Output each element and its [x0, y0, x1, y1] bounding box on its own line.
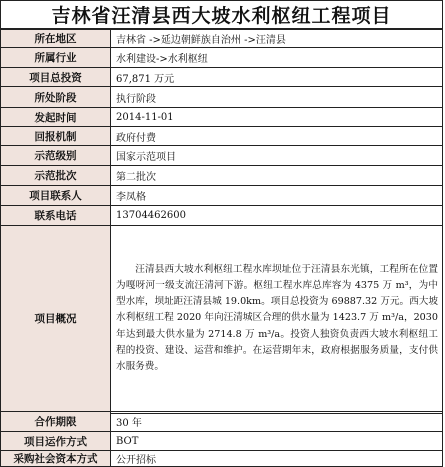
- row-value-total-investment: 67,871 万元: [111, 68, 443, 87]
- table-row: [1, 166, 443, 186]
- row-label-contact-person: 项目联系人: [1, 186, 111, 206]
- row-label-phone: 联系电话: [1, 206, 111, 226]
- row-label-demo-batch: 示范批次: [1, 166, 111, 186]
- page-title: 吉林省汪清县西大坡水利枢纽工程项目: [0, 0, 443, 29]
- row-value-stage: 执行阶段: [111, 87, 443, 108]
- row-label-overview: 项目概况: [1, 226, 111, 412]
- table-row: [1, 30, 443, 48]
- row-label-start-date: 发起时间: [1, 108, 111, 127]
- row-value-return-mechanism: 政府付费: [111, 127, 443, 146]
- table-row: [1, 48, 443, 68]
- table-row: [1, 432, 443, 451]
- table-row: [1, 127, 443, 146]
- table-row: [1, 186, 443, 206]
- row-value-industry: 水利建设->水利枢纽: [111, 48, 443, 68]
- row-value-overview: 汪清县西大坡水利枢纽工程水库坝址位于汪清县东光镇，工程所在位置为嘎呀河一级支流汪清河下游。枢纽工程水库总库容为 4375 万 m³，为中型水库，坝址距汪清县城 19.0km。项目总投资为 69887.32 万元。西大坡水利枢纽工程 2020 年向汪清城区合理的供水量为 1423.7 万 m³/a，2030 年达到最大供水量为 2714.8 万 m³/a。投资人独资负责西大坡水利枢纽工程的投资、建设、运营和维护。在运营期年末，政府根据服务质量，支付供水服务费。: [111, 226, 443, 412]
- row-label-industry: 所属行业: [1, 48, 111, 68]
- row-value-demo-level: 国家示范项目: [111, 146, 443, 166]
- row-value-demo-batch: 第二批次: [111, 166, 443, 186]
- row-value-procurement-method: 公开招标: [111, 451, 443, 467]
- project-info-table: [0, 29, 443, 467]
- table-row: [1, 108, 443, 127]
- table-row: [1, 206, 443, 226]
- table-row: [1, 146, 443, 166]
- row-label-procurement-method: 采购社会资本方式: [1, 451, 111, 467]
- table-row: [1, 87, 443, 108]
- row-label-location: 所在地区: [1, 30, 111, 48]
- row-value-start-date: 2014-11-01: [111, 108, 443, 127]
- row-value-phone: 13704462600: [111, 206, 443, 226]
- table-row: [1, 451, 443, 467]
- row-value-cooperation-term: 30 年: [111, 412, 443, 432]
- table-row: [1, 68, 443, 87]
- row-label-operation-mode: 项目运作方式: [1, 432, 111, 451]
- row-label-demo-level: 示范级别: [1, 146, 111, 166]
- row-label-total-investment: 项目总投资: [1, 68, 111, 87]
- row-value-contact-person: 李凤格: [111, 186, 443, 206]
- row-value-operation-mode: BOT: [111, 432, 443, 451]
- row-label-cooperation-term: 合作期限: [1, 412, 111, 432]
- table-row: [1, 226, 443, 412]
- row-label-stage: 所处阶段: [1, 87, 111, 108]
- row-label-return-mechanism: 回报机制: [1, 127, 111, 146]
- row-value-location: 吉林省 ->延边朝鲜族自治州 ->汪清县: [111, 30, 443, 48]
